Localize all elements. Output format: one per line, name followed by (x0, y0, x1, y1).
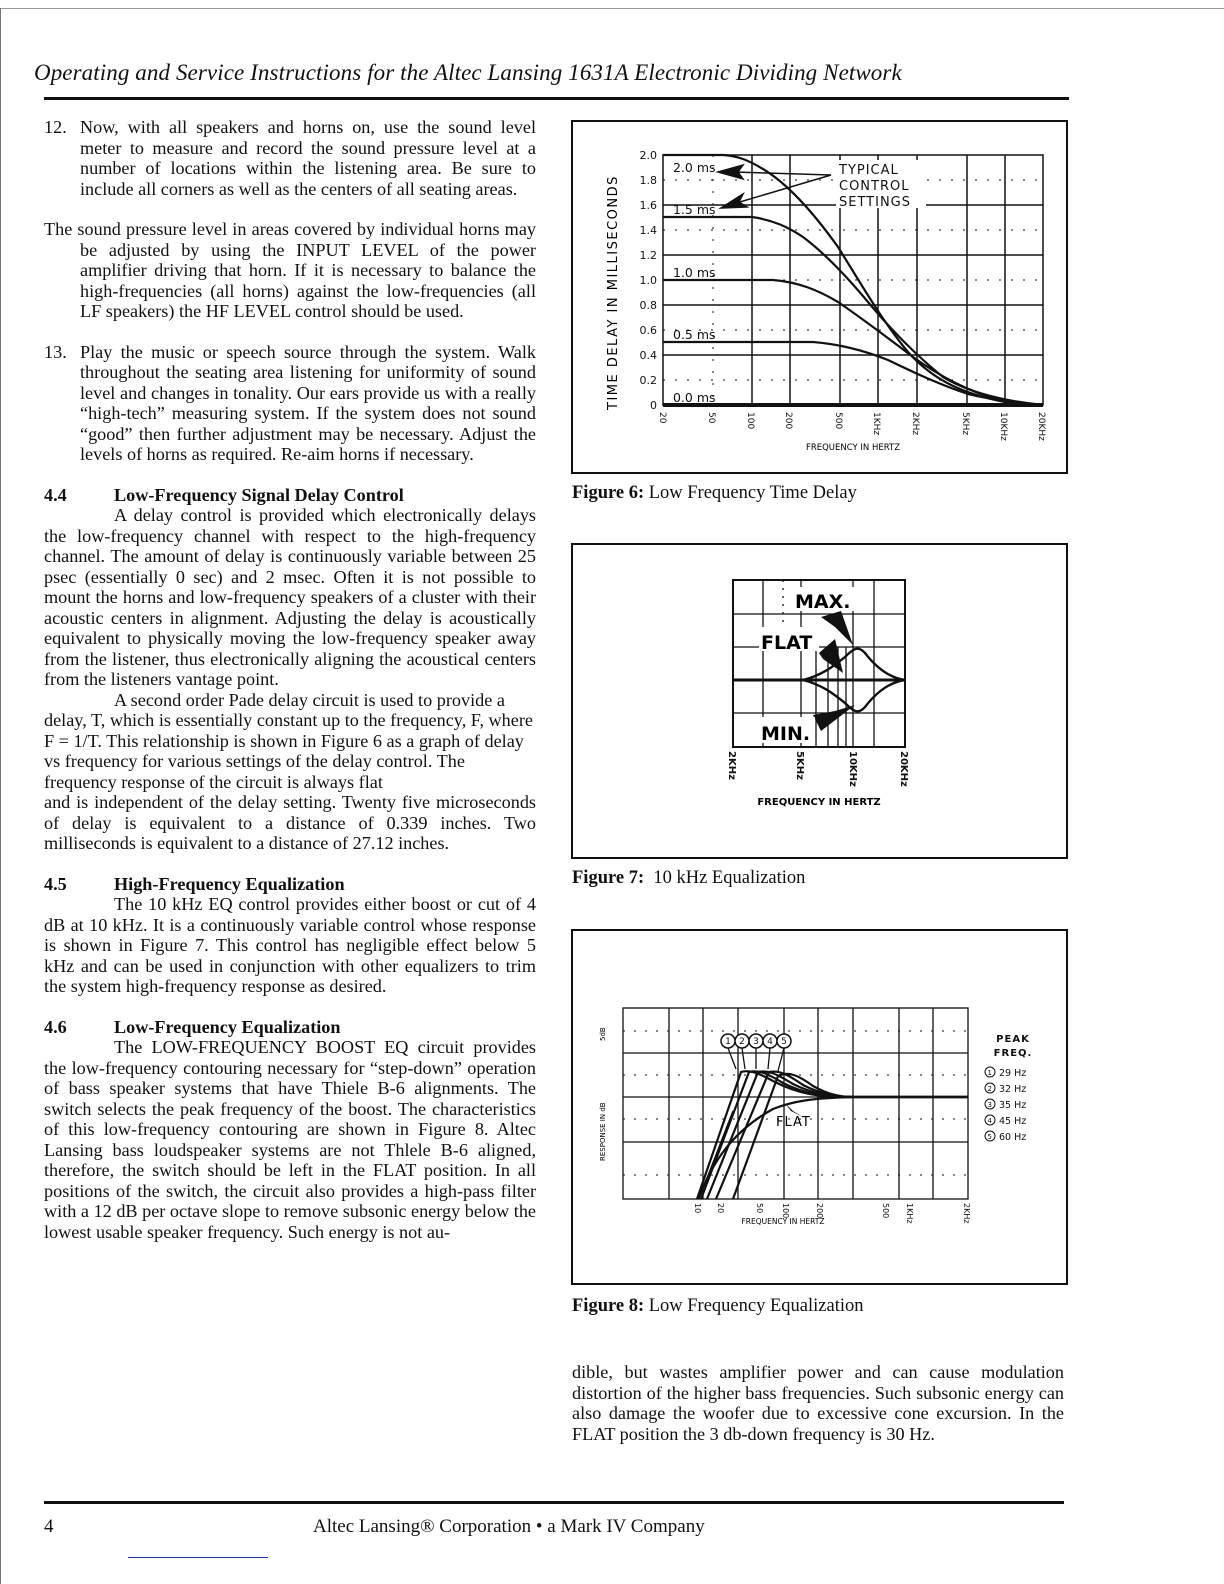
svg-text:20: 20 (657, 412, 667, 424)
svg-text:45 Hz: 45 Hz (999, 1116, 1027, 1127)
svg-text:50: 50 (755, 1203, 764, 1214)
step-12 (44, 117, 536, 199)
header-divider (44, 97, 1069, 100)
footer-link-underline[interactable] (128, 1557, 268, 1558)
step-13 (44, 342, 536, 465)
svg-text:1.5 ms: 1.5 ms (673, 202, 716, 217)
svg-text:1: 1 (725, 1037, 731, 1047)
svg-text:20KHz: 20KHz (898, 751, 909, 787)
svg-text:5: 5 (781, 1037, 787, 1047)
svg-text:10KHz: 10KHz (847, 751, 858, 787)
svg-text:SETTINGS: SETTINGS (839, 195, 912, 210)
section-4-6-para: The LOW-FREQUENCY BOOST EQ circuit provides the low-frequency contouring necessary for “step-down” operation of bass speaker systems that have Thiele B-6 alignments. The switch selects the peak frequency of the boost. The characteristics of this low-frequency contouring are shown in Figure 8. Altec Lansing bass loudspeaker systems are not Thlele B-6 aligned, therefore, the switch should be left in the FLAT position. In all positions of the switch, the circuit also provides a high-pass filter with a 12 dB per octave slope to remove subsonic energy below the lowest usable speaker frequency. Such energy is not au- (44, 1037, 536, 1242)
svg-text:200: 200 (815, 1203, 824, 1219)
step-number: 12. (44, 117, 67, 137)
svg-text:0.4: 0.4 (639, 349, 657, 362)
fig8-y-tick: 5dB (599, 1027, 607, 1041)
svg-text:2.0 ms: 2.0 ms (673, 160, 716, 175)
svg-text:32 Hz: 32 Hz (999, 1084, 1027, 1095)
left-column (44, 117, 536, 1242)
figure-8-frame (571, 929, 1068, 1285)
section-title: High-Frequency Equalization (114, 873, 345, 894)
page-left-border (0, 8, 1, 1584)
svg-text:500: 500 (833, 412, 843, 430)
svg-text:4: 4 (767, 1037, 773, 1047)
svg-text:1KHz: 1KHz (871, 412, 881, 436)
fig6-y-axis-label: TIME DELAY IN MILLISECONDS (606, 175, 621, 410)
svg-text:10KHz: 10KHz (998, 412, 1008, 441)
svg-text:1KHz: 1KHz (905, 1203, 914, 1224)
svg-text:CONTROL: CONTROL (839, 179, 910, 194)
fig6-x-axis-label: FREQUENCY IN HERTZ (805, 443, 901, 453)
fig8-x-axis-label: FREQUENCY IN HERTZ (741, 1217, 825, 1226)
section-number: 4.5 (44, 873, 67, 894)
footer-divider (44, 1501, 1064, 1504)
step-number: 13. (44, 341, 67, 362)
step-text: Now, with all speakers and horns on, use the sound level meter to measure and record the sound pressure level at a number of locations within the listening area. Be sure to include all corners as well as the centers of all seating areas. (80, 117, 536, 199)
fig8-y-axis-label: RESPONSE IN dB (599, 1102, 607, 1161)
svg-text:1.8: 1.8 (639, 174, 657, 187)
section-heading-4-4 (44, 485, 536, 506)
svg-text:100: 100 (781, 1203, 790, 1219)
section-4-4-para1: A delay control is provided which electronically delays the low-frequency channel with respect to the high-frequency channel. The amount of delay is continuously variable between 25 psec (essentially 0 sec) and 2 msec. Often it is not possible to mount the horns and low-frequency speakers of a cluster with their acoustic centers in alignment. Adjusting the delay is acoustically equivalent to physically moving the low-frequency speaker away from the listener, thus electronically aligning the acoustical centers from the listeners vantage point. (44, 505, 536, 689)
section-heading-4-6 (44, 1017, 536, 1038)
right-column-text (572, 1362, 1064, 1444)
svg-text:5KHz: 5KHz (960, 412, 970, 436)
svg-text:5: 5 (987, 1133, 992, 1141)
svg-text:0.2: 0.2 (639, 374, 657, 387)
section-number: 4.6 (44, 1016, 67, 1037)
figure-8-caption: Figure 8: Low Frequency Equalization (572, 1296, 864, 1316)
section-4-4-para2a: A second order Pade delay circuit is used to provide a delay, T, which is essentially constant up to the frequency, F, where F = 1/T. This relationship is shown in Figure 6 as a graph of delay vs frequency for various settings of the delay control. The frequency response of the circuit is always flat (44, 689, 533, 792)
fig7-x-axis-label: FREQUENCY IN HERTZ (757, 797, 881, 808)
svg-text:5KHz: 5KHz (794, 751, 805, 780)
page-top-border (0, 8, 1224, 9)
svg-text:0.5 ms: 0.5 ms (673, 327, 716, 342)
svg-text:500: 500 (881, 1203, 890, 1219)
svg-text:FREQ.: FREQ. (993, 1048, 1033, 1059)
fig7-min-label: MIN. (761, 723, 811, 745)
svg-text:0: 0 (650, 399, 657, 412)
page-number: 4 (44, 1516, 54, 1537)
section-number: 4.4 (44, 484, 67, 505)
svg-text:10: 10 (693, 1203, 702, 1214)
svg-text:0.0 ms: 0.0 ms (673, 390, 716, 405)
svg-text:0.6: 0.6 (639, 324, 657, 337)
svg-text:60 Hz: 60 Hz (999, 1132, 1027, 1143)
section-heading-4-5 (44, 874, 536, 895)
fig7-x-ticks (726, 751, 909, 787)
svg-text:3: 3 (987, 1101, 992, 1109)
fig6-y-ticks (640, 149, 658, 412)
svg-text:4: 4 (987, 1117, 992, 1125)
fig8-legend (985, 1034, 1032, 1143)
fig7-flat-label: FLAT (761, 632, 813, 654)
page-header-title: Operating and Service Instructions for the Altec Lansing 1631A Electronic Dividing Network (34, 60, 902, 85)
figure-6-chart (573, 122, 1066, 472)
svg-text:100: 100 (745, 412, 755, 430)
fig7-max-label: MAX. (795, 591, 851, 613)
fig8-flat-label: FLAT (776, 1115, 811, 1130)
fig6-series-labels (673, 160, 716, 405)
figure-7-frame (571, 543, 1068, 859)
svg-text:1.6: 1.6 (639, 199, 657, 212)
svg-text:1.0 ms: 1.0 ms (673, 265, 716, 280)
svg-text:20: 20 (716, 1203, 725, 1214)
svg-text:2: 2 (739, 1037, 745, 1047)
svg-text:PEAK: PEAK (996, 1034, 1030, 1045)
svg-text:50: 50 (706, 412, 716, 424)
svg-text:1.2: 1.2 (639, 249, 657, 262)
footer-company: Altec Lansing® Corporation • a Mark IV Company (313, 1516, 705, 1537)
figure-6-frame (571, 120, 1068, 474)
fig8-x-ticks (693, 1203, 971, 1224)
svg-text:2KHz: 2KHz (726, 751, 737, 780)
svg-text:2.0: 2.0 (639, 149, 657, 162)
svg-text:35 Hz: 35 Hz (999, 1100, 1027, 1111)
svg-text:3: 3 (753, 1037, 759, 1047)
continuation-paragraph: dible, but wastes amplifier power and can cause modulation distortion of the higher bass frequencies. Such subsonic energy can also damage the woofer due to excessive cone excursion. In the FLAT position the 3 db-down frequency is 30 Hz. (572, 1362, 1064, 1444)
svg-text:200: 200 (783, 412, 793, 430)
svg-text:20KHz: 20KHz (1036, 412, 1046, 441)
svg-text:2KHz: 2KHz (910, 412, 920, 436)
svg-text:29 Hz: 29 Hz (999, 1068, 1027, 1079)
svg-text:2KHz: 2KHz (962, 1203, 971, 1224)
section-4-5-para: The 10 kHz EQ control provides either boost or cut of 4 dB at 10 kHz. It is a continuously variable control whose response is shown in Figure 7. This control has negligible effect below 5 kHz and can be used in conjunction with other equalizers to trim the system high-frequency response as desired. (44, 894, 536, 996)
fig6-x-ticks (657, 412, 1046, 441)
section-title: Low-Frequency Equalization (114, 1016, 341, 1037)
section-4-4-para2b: and is independent of the delay setting. Twenty five microseconds of delay is equivalent to a distance of 0.339 inches. Two milliseconds is equivalent to a distance of 27.12 inches. (44, 792, 536, 853)
figure-8-chart (573, 931, 1066, 1283)
svg-text:1.0: 1.0 (639, 274, 657, 287)
figure-6-caption: Figure 6: Low Frequency Time Delay (572, 483, 857, 503)
step-text: Play the music or speech source through the system. Walk throughout the seating area listening for uniformity of sound level and changes in tonality. Our ears provide us with a really “high-tech” measuring system. If the system does not sound “good” then further adjustment may be necessary. Adjust the levels of horns as required. Re-aim horns if necessary. (80, 341, 536, 464)
svg-text:1.4: 1.4 (639, 224, 657, 237)
svg-text:TYPICAL: TYPICAL (839, 163, 899, 178)
figure-7-chart (573, 545, 1066, 857)
paragraph-spl: The sound pressure level in areas covered by individual horns may be adjusted by using the INPUT LEVEL of the power amplifier driving that horn. If it is necessary to balance the high-frequencies (all horns) against the low-frequencies (all LF speakers) the HF LEVEL control should be used. (44, 219, 536, 321)
section-title: Low-Frequency Signal Delay Control (114, 484, 404, 505)
svg-text:0.8: 0.8 (639, 299, 657, 312)
svg-text:1: 1 (987, 1069, 992, 1077)
svg-text:2: 2 (987, 1085, 992, 1093)
figure-7-caption: Figure 7: 10 kHz Equalization (572, 868, 806, 888)
